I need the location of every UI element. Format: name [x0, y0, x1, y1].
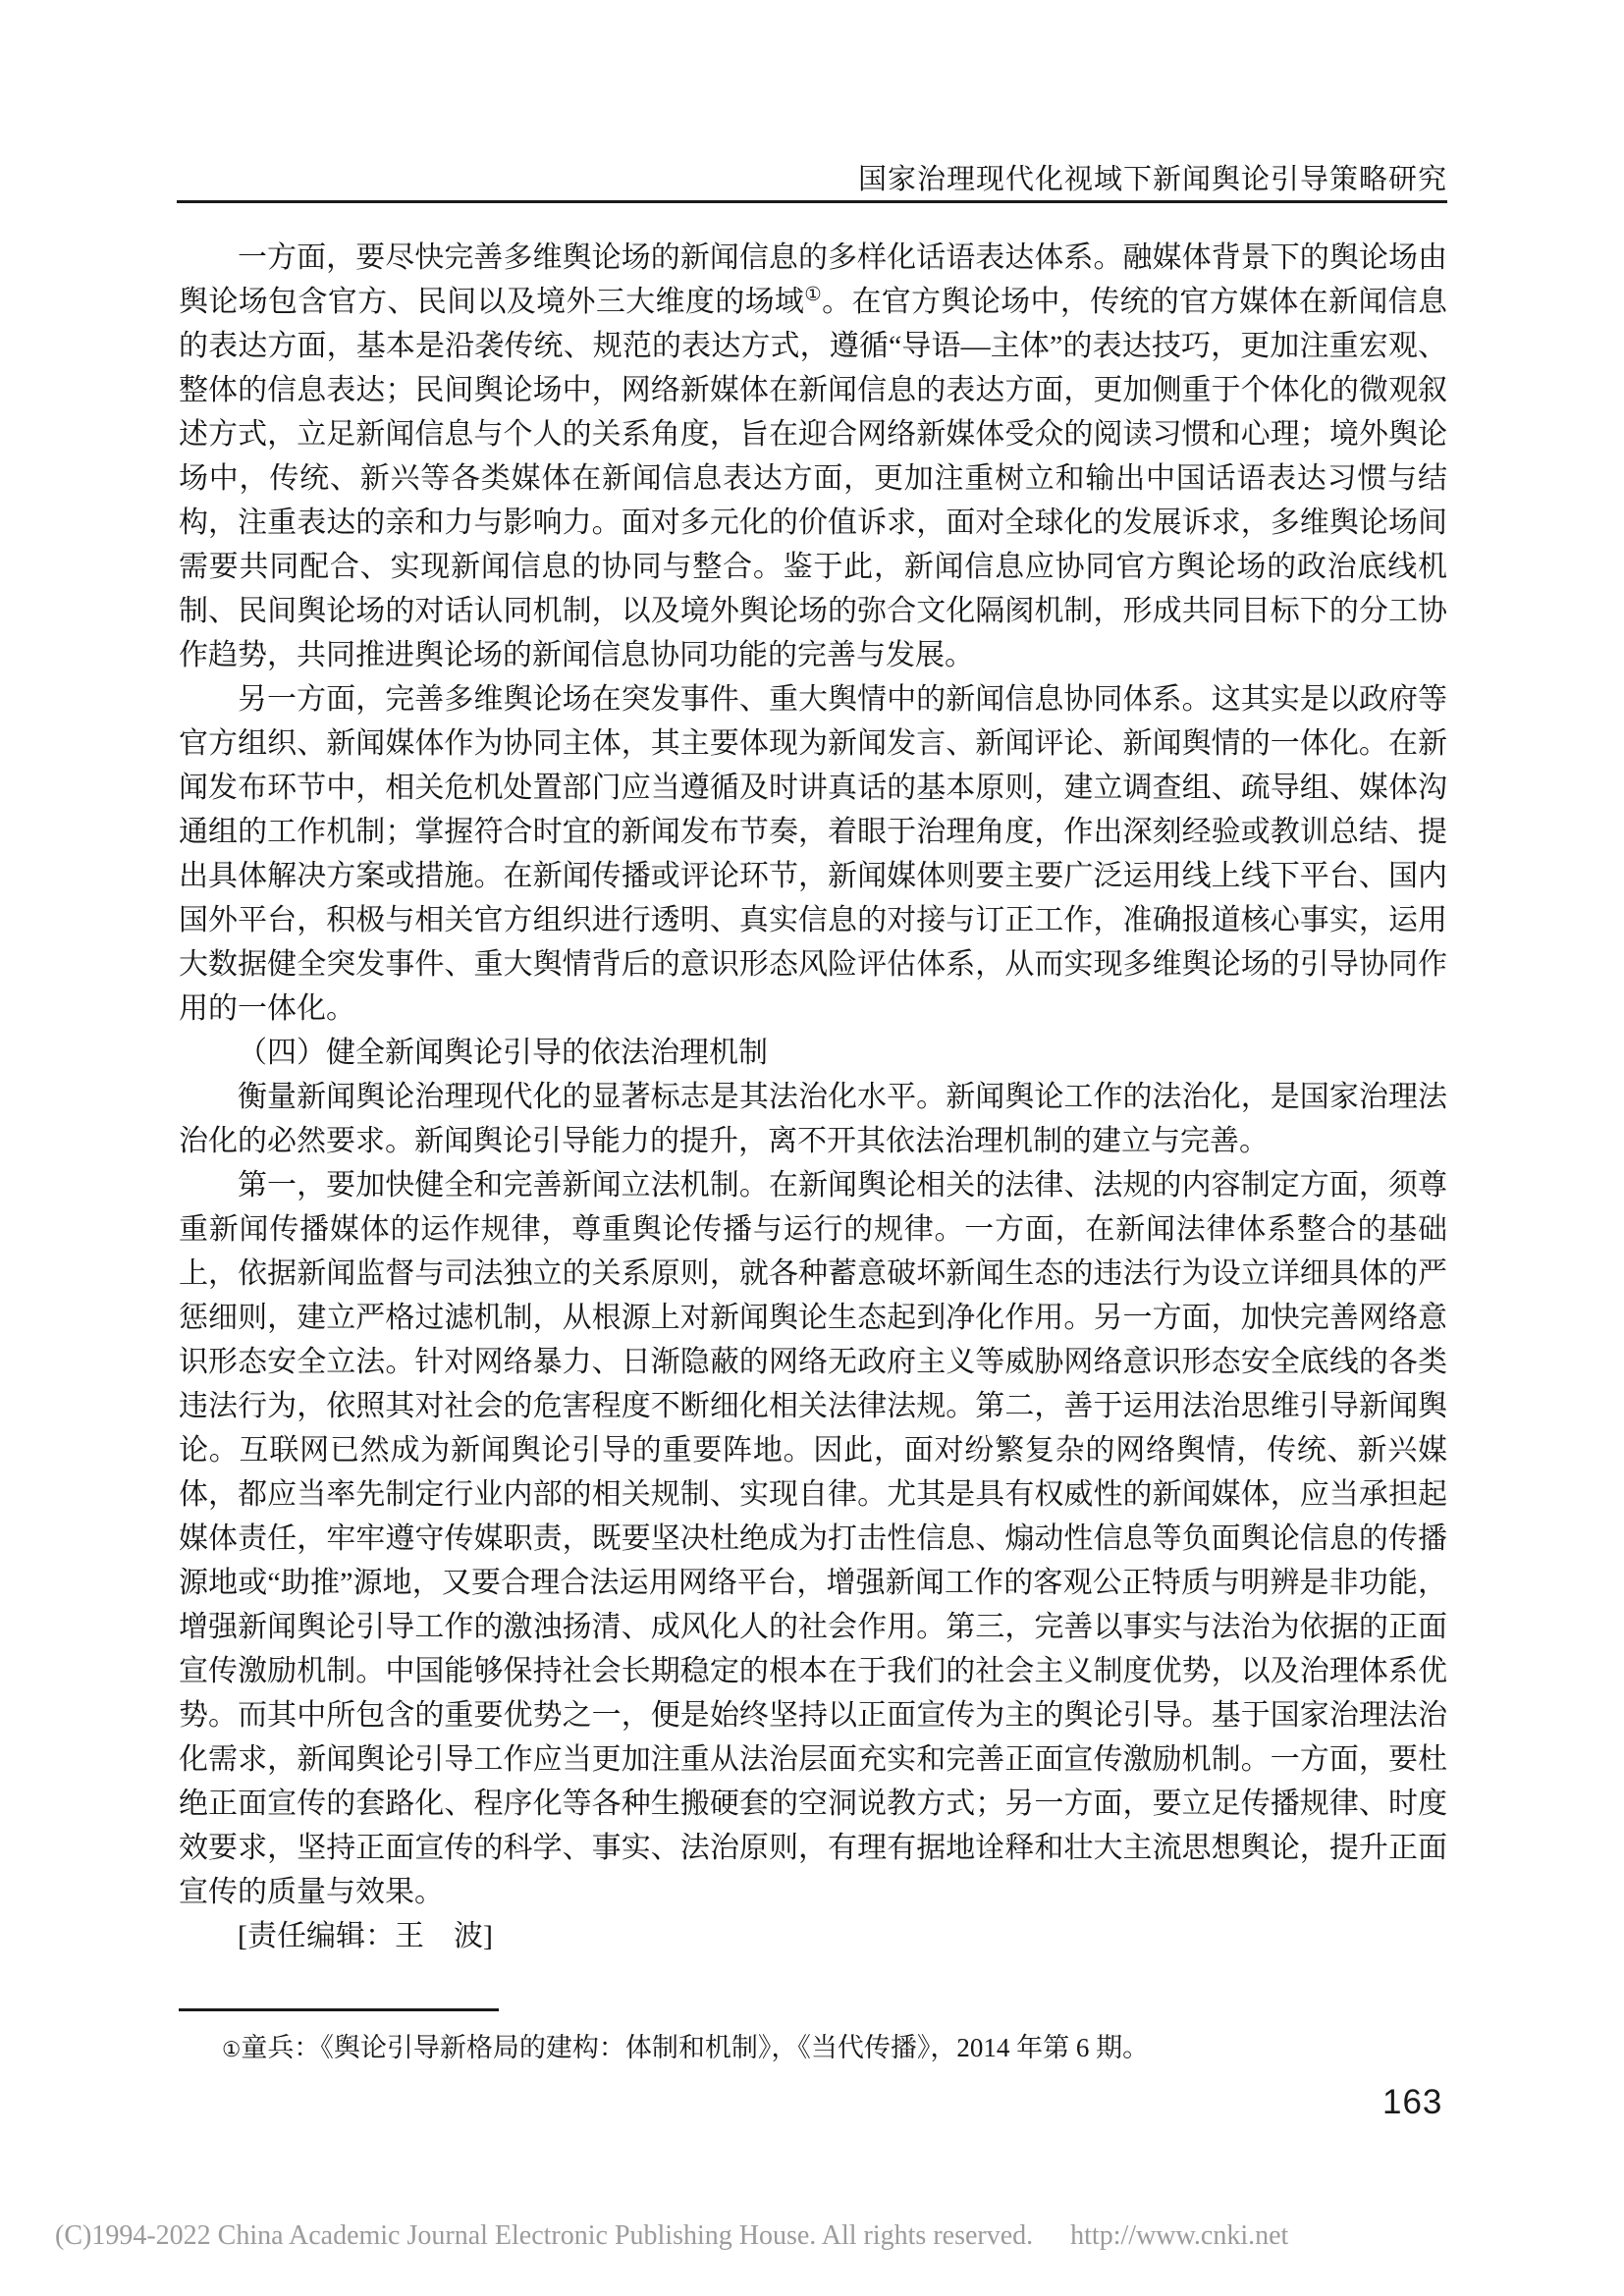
body-paragraph-4: 第一，要加快健全和完善新闻立法机制。在新闻舆论相关的法律、法规的内容制定方面，须尊重新闻传播媒体的运作规律，尊重舆论传播与运行的规律。一方面，在新闻法律体系整合的基础上，依据新闻监督与司法独立的关系原则，就各种蓄意破坏新闻生态的违法行为设立详细具体的严惩细则，建立严格过滤机制，从根源上对新闻舆论生态起到净化作用。另一方面，加快完善网络意识形态安全立法。针对网络暴力、日渐隐蔽的网络无政府主义等威胁网络意识形态安全底线的各类违法行为，依照其对社会的危害程度不断细化相关法律法规。第二，善于运用法治思维引导新闻舆论。互联网已然成为新闻舆论引导的重要阵地。因此，面对纷繁复杂的网络舆情，传统、新兴媒体，都应当率先制定行业内部的相关规制、实现自律。尤其是具有权威性的新闻媒体，应当承担起媒体责任，牢牢遵守传媒职责，既要坚决杜绝成为打击性信息、煽动性信息等负面舆论信息的传播源地或“助推”源地，又要合理合法运用网络平台，增强新闻工作的客观公正特质与明辨是非功能，增强新闻舆论引导工作的激浊扬清、成风化人的社会作用。第三，完善以事实与法治为依据的正面宣传激励机制。中国能够保持社会长期稳定的根本在于我们的社会主义制度优势，以及治理体系优势。而其中所包含的重要优势之一，便是始终坚持以正面宣传为主的舆论引导。基于国家治理法治化需求，新闻舆论引导工作应当更加注重从法治层面充实和完善正面宣传激励机制。一方面，要杜绝正面宣传的套路化、程序化等各种生搬硬套的空洞说教方式；另一方面，要立足传播规律、时度效要求，坚持正面宣传的科学、事实、法治原则，有理有据地诠释和壮大主流思想舆论，提升正面宣传的质量与效果。	[179, 1169, 1447, 1908]
body-paragraph-3: 衡量新闻舆论治理现代化的显著标志是其法治化水平。新闻舆论工作的法治化，是国家治理法治化的必然要求。新闻舆论引导能力的提升，离不开其依法治理机制的建立与完善。	[179, 1081, 1447, 1157]
responsible-editor-line: [责任编辑：王 波]	[238, 1920, 493, 1952]
body-text-block	[179, 236, 1447, 1958]
copyright-text: (C)1994-2022 China Academic Journal Electronic Publishing House. All rights reserved.	[55, 2220, 1034, 2251]
body-paragraph-1	[179, 236, 1447, 677]
body-paragraph-2: 另一方面，完善多维舆论场在突发事件、重大舆情中的新闻信息协同体系。这其实是以政府等官方组织、新闻媒体作为协同主体，其主要体现为新闻发言、新闻评论、新闻舆情的一体化。在新闻发布环节中，相关危机处置部门应当遵循及时讲真话的基本原则，建立调查组、疏导组、媒体沟通组的工作机制；掌握符合时宜的新闻发布节奏，着眼于治理角度，作出深刻经验或教训总结、提出具体解决方案或措施。在新闻传播或评论环节，新闻媒体则要主要广泛运用线上线下平台、国内国外平台，积极与相关官方组织进行透明、真实信息的对接与订正工作，准确报道核心事实，运用大数据健全突发事件、重大舆情背后的意识形态风险评估体系，从而实现多维舆论场的引导协同作用的一体化。	[179, 683, 1447, 1025]
footnote-separator-rule	[179, 2008, 499, 2011]
cnki-url: http://www.cnki.net	[1070, 2220, 1289, 2251]
footnote-reference-mark: ①	[804, 285, 823, 305]
footnote	[179, 2028, 1447, 2067]
footnote-marker: ①	[222, 2038, 242, 2061]
header-rule	[177, 200, 1447, 203]
footer-copyright-bar	[55, 2220, 1587, 2252]
paragraph-1-text-after-ref: 。在官方舆论场中，传统的官方媒体在新闻信息的表达方面，基本是沿袭传统、规范的表达方式，遵循“导语—主体”的表达技巧，更加注重宏观、整体的信息表达；民间舆论场中，网络新媒体在新闻信息的表达方面，更加侧重于个体化的微观叙述方式，立足新闻信息与个人的关系角度，旨在迎合网络新媒体受众的阅读习惯和心理；境外舆论场中，传统、新兴等各类媒体在新闻信息表达方面，更加注重树立和输出中国话语表达习惯与结构，注重表达的亲和力与影响力。面对多元化的价值诉求，面对全球化的发展诉求，多维舆论场间需要共同配合、实现新闻信息的协同与整合。鉴于此，新闻信息应协同官方舆论场的政治底线机制、民间舆论场的对话认同机制，以及境外舆论场的弥合文化隔阂机制，形成共同目标下的分工协作趋势，共同推进舆论场的新闻信息协同功能的完善与发展。	[179, 286, 1448, 671]
running-title: 国家治理现代化视域下新闻舆论引导策略研究	[857, 164, 1447, 195]
section-heading: （四）健全新闻舆论引导的依法治理机制	[238, 1037, 768, 1069]
paragraph-1-text-before-ref: 一方面，要尽快完善多维舆论场的新闻信息的多样化话语表达体系。融媒体背景下的舆论场由舆论场包含官方、民间以及境外三大维度的场域	[179, 241, 1447, 318]
footnote-text: 童兵：《舆论引导新格局的建构：体制和机制》，《当代传播》，2014 年第 6 期。	[241, 2033, 1150, 2062]
page-number: 163	[1382, 2083, 1443, 2121]
